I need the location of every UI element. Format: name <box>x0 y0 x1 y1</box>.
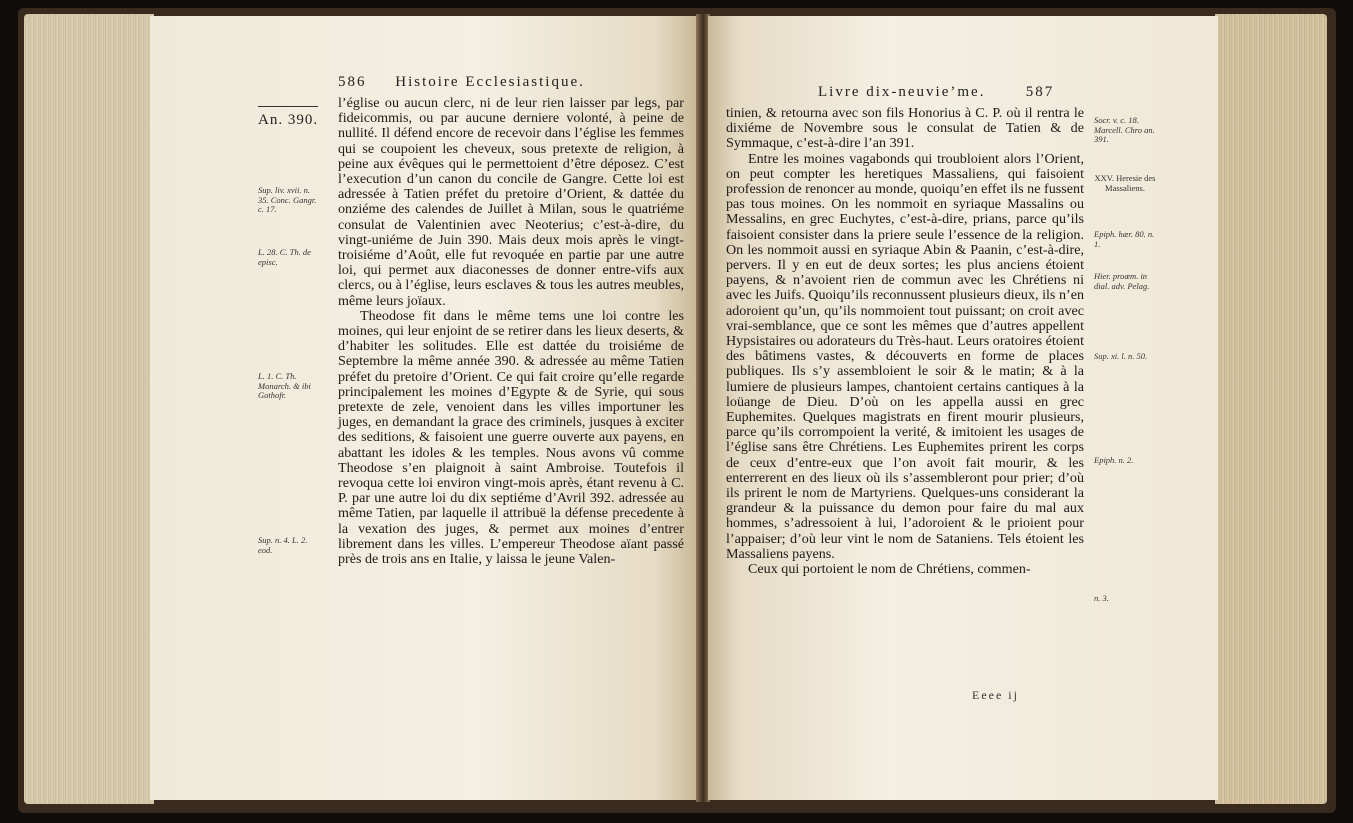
right-margin-note-3: Epiph. hær. 80. n. 1. <box>1094 229 1155 249</box>
right-running-head: Livre dix-neuvie’me. <box>818 84 986 100</box>
right-margin-note-2: XXV. Heresie des Massaliens. <box>1094 173 1156 193</box>
right-page <box>708 16 1218 800</box>
left-page-number: 586 <box>338 74 367 90</box>
page-edges-right <box>1215 14 1327 804</box>
right-margin-note-6: Epiph. n. 2. <box>1094 455 1134 465</box>
left-paragraph-1: l’église ou aucun clerc, ni de leur rien laisser par legs, par fideicommis, ou par aucune derniere volonté, à peine de nullité. Il défend encore de recevoir dans l’église les femmes qui se coupoient les cheveux, sous pretexte de religion, à peine aux évêques qui le permettoient d’être déposez. C’est l’execution d’un canon du concile de Gangre. Cette loi est adressée à Tatien préfet du pretoire d’Orient, & dattée du onziéme des calendes de Juillet à Milan, sous le quatriéme consulat de Valentinien avec Neoterius; c’est-à-dire, du vingt-uniéme de Juin 390. Mais deux mois après le vingt-troisiéme d’Août, elle fut revoquée en partie par une autre loi, qui permet aux diaconesses de donner entre-vifs aux clercs, ou à l’église, leurs esclaves & tous les autres meubles, même leurs joïaux. <box>338 95 684 309</box>
year-marker: An. 390. <box>258 112 319 128</box>
year-rule <box>258 106 318 107</box>
right-running-header <box>818 84 1054 101</box>
left-page <box>150 16 698 800</box>
right-paragraph-2: Entre les moines vagabonds qui troubloient alors l’Orient, on peut compter les heretiques Massaliens, qui faisoient profession de renoncer au monde, quoiqu’en effet ils ne fussent pas tous moines. On les nommoit en syriaque Massalins ou Messalins, en grec Euchytes, c’est-à-dire, prians, parce qu’ils faisoient consister dans la priere seule l’essence de la religion. On les nommoit aussi en syriaque Abin & Paanin, c’est-à-dire, pervers. Il y en eut de deux sortes; les plus anciens étoient payens, & n’avoient rien de commun avec les Chrétiens ni avec les Juifs. Quoiqu’ils reconnussent plusieurs dieux, ils n’en adoroient qu’un, qu’ils nommoient tout puissant; on croit avec vrai-semblance, que ce sont les mêmes que d’autres appellent Hypsistaires ou adorateurs du Très-haut. Leurs oratoires étoient des bâtimens vastes, & découverts en forme de places publiques. Ils s’y assembloient le soir & le matin; & à la lumiere de plusieurs lampes, chantoient certains cantiques à la loüange de Dieu. D’où on les appella aussi en grec Euphemites. Quelques magistrats en firent mourir plusieurs, parce qu’ils corrompoient la verité, & imitoient les usages de l’église sans être Chrétiens. Les Euphemites prirent les corps de ceux d’entre-eux que l’on avoit fait mourir, & les enterrerent en des lieux où ils s’assembleront pour prier; d’où ils prirent le nom de Martyriens. Quelques-uns considerant la grandeur & la puissance du demon pour faire du mal aux hommes, s’adressoient à lui, l’adoroient & le prioient pour l’appaiser; d’où leur vint le nom de Sataniens. Tels étoient les Massaliens payens. <box>726 150 1084 562</box>
left-running-header <box>338 74 585 91</box>
right-margin-note-4: Hier. proœm. in dial. adv. Pelag. <box>1094 271 1150 291</box>
left-margin-note-3: L. 1. C. Th. Monarch. & ibi Gothofr. <box>258 371 311 400</box>
right-text-column <box>726 106 1084 577</box>
right-paragraph-1: tinien, & retourna avec son fils Honorius à C. P. où il rentra le dixiéme de Novembre sous le consulat de Tatien & de Symmaque, c’est-à-dire l’an 391. <box>726 105 1084 152</box>
right-page-number: 587 <box>1025 84 1055 100</box>
left-text-column <box>338 96 684 567</box>
page-edges-left <box>24 14 154 804</box>
left-margin-note-4: Sup. n. 4. L. 2. eod. <box>258 535 308 555</box>
left-paragraph-2: Theodose fit dans le même tems une loi contre les moines, qui leur enjoint de se retirer dans les lieux deserts, & d’habiter les solitudes. Elle est dattée du troisiéme de Septembre la même année 390. & adressée au même Tatien préfet du pretoire d’Orient. Ce qui fait croire qu’elle regarde principalement les moines d’Egypte & de Syrie, qui sous pretexte de zele, venoient dans les villes importuner les juges, en demandant la grace des criminels, jusques à exciter des seditions, & faisoient une guerre ouverte aux payens, en abattant les idoles & les temples. Nous avons vû comme Theodose s’en plaignoit à saint Ambroise. Toutefois il revoqua cette loi environ vingt-mois après, étant revenu à C. P. par une autre loi du dix septiéme d’Avril 392. adressée au même Tatien, par laquelle il attribuë la défense precedente à la vexation des juges, & permet aux moines d’entrer librement dans les villes. L’empereur Theodose aïant passé près de trois ans en Italie, y laissa le jeune Valen- <box>338 307 684 568</box>
signature-mark: Eeee ij <box>972 688 1019 702</box>
left-margin-note-2: L. 28. C. Th. de episc. <box>258 247 311 267</box>
left-margin-note-1: Sup. liv. xvii. n. 35. Conc. Gangr. c. 17. <box>258 185 317 214</box>
right-paragraph-3: Ceux qui portoient le nom de Chrétiens, commen- <box>748 561 1031 578</box>
right-margin-note-5: Sup. xi. l. n. 50. <box>1094 351 1148 361</box>
left-running-head: Histoire Ecclesiastique. <box>395 74 585 90</box>
right-margin-note-7: n. 3. <box>1094 593 1109 603</box>
right-margin-note-1: Socr. v. c. 18. Marcell. Chro an. 391. <box>1094 115 1155 144</box>
